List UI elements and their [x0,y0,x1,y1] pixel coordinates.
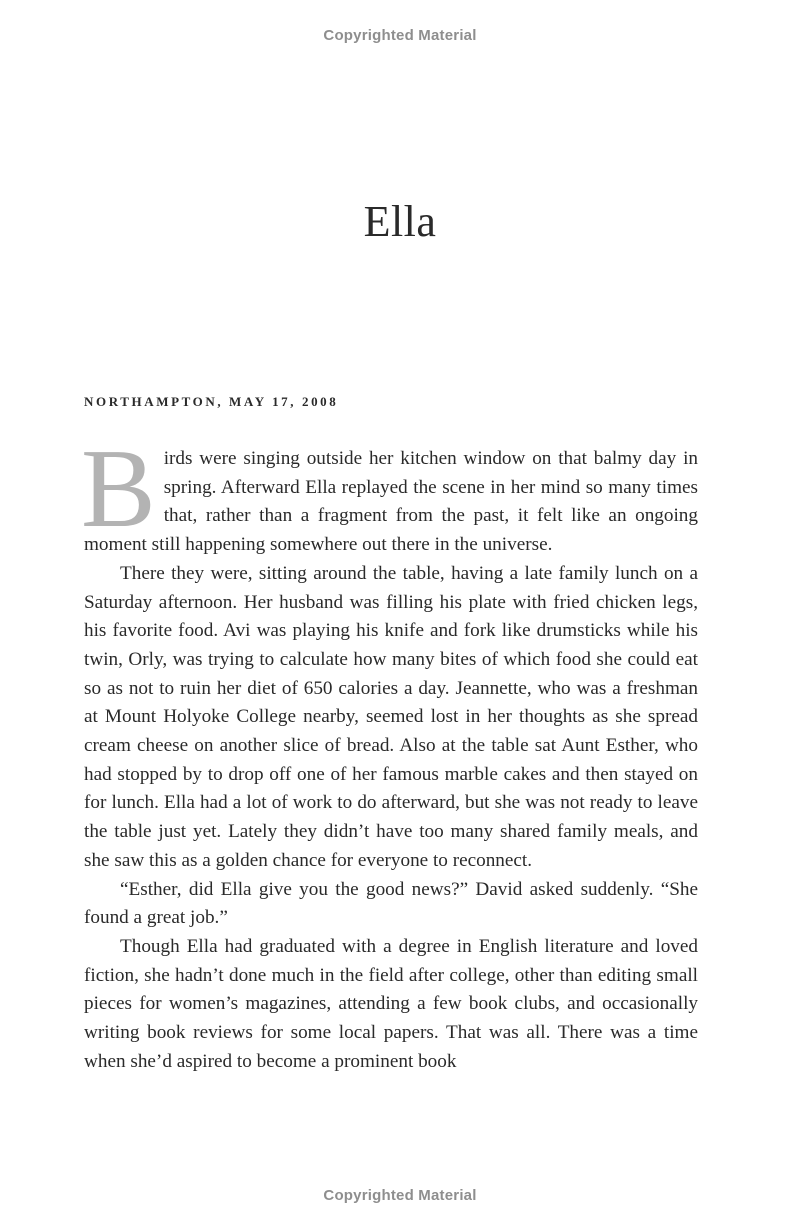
drop-cap: B [81,427,156,551]
chapter-title: Ella [363,197,437,246]
paragraph-2: There they were, sitting around the table, having a late family lunch on a Saturday afternoon. Her husband was filling his plate with fried chicken legs, his favorite food. Avi was playing his knife and fork like drumsticks while his twin, Orly, was trying to calculate how many bites of which food she could eat so as not to ruin her diet of 650 calories a day. Jeannette, who was a freshman at Mount Holyoke College nearby, seemed lost in her thoughts as she spread cream cheese on another slice of bread. Also at the table sat Aunt Esther, who had stopped by to drop off one of her famous marble cakes and then stayed on for lunch. Ella had a lot of work to do afterward, but she was not ready to leave the table just yet. Lately they didn’t have too many shared family meals, and she saw this as a golden chance for everyone to reconnect. [84,562,698,871]
copyright-watermark-bottom: Copyrighted Material [323,1187,477,1204]
paragraph-3: “Esther, did Ella give you the good news?” David asked suddenly. “She found a great job.” [84,878,698,929]
chapter-dateline: NORTHAMPTON, MAY 17, 2008 [84,394,339,409]
paragraph-4: Though Ella had graduated with a degree in English literature and loved fiction, she hadn’t done much in the field after college, other than editing small pieces for women’s magazines, attending a few book clubs, and occasionally writing book reviews for some local papers. That was all. There was a time when she’d aspired to become a prominent book [84,935,698,1072]
body-text [81,427,698,1076]
paragraph-1-text: irds were singing outside her kitchen window on that balmy day in spring. Afterward Ella replayed the scene in her mind so many times that, rather than a fragment from the past, it felt like an ongoing moment still happening somewhere out there in the universe. [84,448,698,556]
copyright-watermark-top: Copyrighted Material [323,27,477,44]
paragraph-1 [81,427,698,560]
